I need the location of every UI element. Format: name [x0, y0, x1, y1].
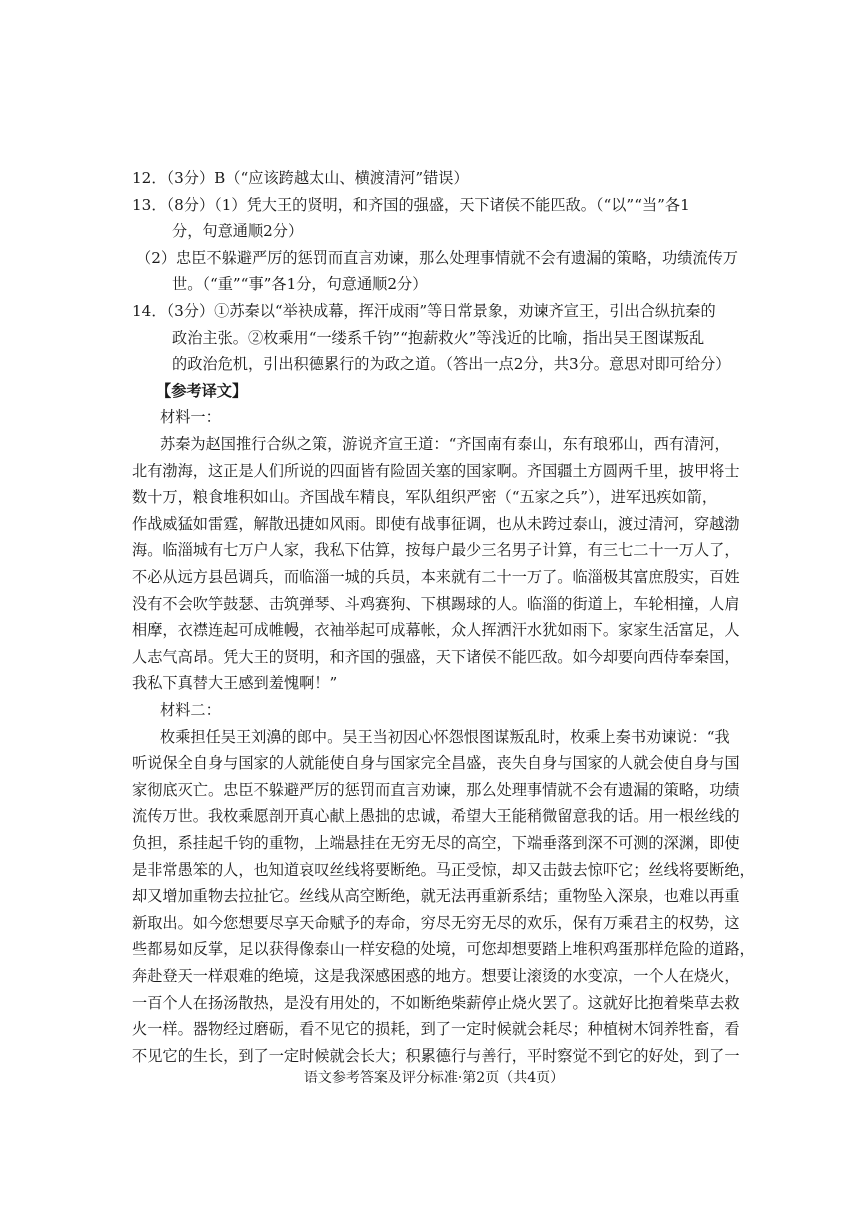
- text-line: 作战威猛如雷霆，解散迅捷如风雨。即使有战事征调，也从未跨过泰山，渡过清河，穿越渤: [132, 514, 740, 533]
- answer-13-line-2: 分，句意通顺2分）: [172, 222, 304, 241]
- answer-13-part2-line-1: （2）忠臣不躲避严厉的惩罚而直言劝谏，那么处理事情就不会有遗漏的策略，功绩流传万: [136, 248, 738, 267]
- text-line: 家彻底灭亡。忠臣不躲避严厉的惩罚而直言劝谏，那么处理事情就不会有遗漏的策略，功绩: [132, 780, 740, 799]
- text-line: 却又增加重物去拉扯它。丝线从高空断绝，就无法再重新系结；重物坠入深泉，也难以再重: [132, 887, 740, 906]
- answer-13-part2-line-2: 世。（“重”“事”各1分，句意通顺2分）: [172, 275, 428, 294]
- answer-14-line-1: 14．（3分）①苏秦以“举袂成幕，挥汗成雨”等日常景象，劝谏齐宣王，引出合纵抗秦的: [132, 302, 716, 320]
- text-line: 一百个人在扬汤散热，是没有用处的，不如断绝柴薪停止烧火罢了。这就好比抱着柴草去救: [132, 993, 740, 1012]
- text-line: 火一样。器物经过磨砺，看不见它的损耗，到了一定时候就会耗尽；种植树木饲养牲畜，看: [132, 1020, 740, 1039]
- text-line: 人志气高昂。凭大王的贤明，和齐国的强盛，天下诸侯不能匹敌。如今却要向西侍奉秦国，: [132, 647, 740, 666]
- answer-13-line-1: 13．（8分）（1）凭大王的贤明，和齐国的强盛，天下诸侯不能匹敌。（“以”“当”各1: [132, 195, 690, 214]
- text-line: 流传万世。我枚乘愿剖开真心献上愚拙的忠诚，希望大王能稍微留意我的话。用一根丝线的: [132, 807, 740, 826]
- text-line: 听说保全自身与国家的人就能使自身与国家完全昌盛，丧失自身与国家的人就会使自身与国: [132, 754, 740, 773]
- answer-14-line-3: 的政治危机，引出积德累行的为政之道。（答出一点2分，共3分。意思对即可给分）: [172, 355, 731, 374]
- text-line: 数十万，粮食堆积如山。齐国战车精良，军队组织严密（“五家之兵”），进军迅疾如箭，: [132, 488, 718, 507]
- answer-14-line-2: 政治主张。②枚乘用“一缕系千钧”“抱薪救火”等浅近的比喻，指出吴王图谋叛乱: [172, 328, 705, 347]
- text-line: 枚乘担任吴王刘濞的郎中。吴王当初因心怀怨恨图谋叛乱时，枚乘上奏书劝谏说：“我: [160, 727, 730, 746]
- text-line: 海。临淄城有七万户人家，我私下估算，按每户最少三名男子计算，有三七二十一万人了，: [132, 541, 740, 560]
- text-line: 相摩，衣襟连起可成帷幔，衣袖举起可成幕帐，众人挥洒汗水犹如雨下。家家生活富足，人: [132, 621, 740, 640]
- text-line: 没有不会吹竽鼓瑟、击筑弹琴、斗鸡赛狗、下棋踢球的人。临淄的街道上，车轮相撞，人肩: [132, 594, 740, 613]
- material-one-heading: 材料一：: [160, 408, 221, 427]
- text-line: 北有渤海，这正是人们所说的四面皆有险固关塞的国家啊。齐国疆土方圆两千里，披甲将士: [132, 461, 740, 480]
- text-line: 新取出。如今您想要尽享天命赋予的寿命，穷尽无穷无尽的欢乐，保有万乘君主的权势，这: [132, 913, 740, 932]
- reference-translation-heading: 【参考译文】: [156, 381, 248, 400]
- answer-12: 12．（3分）B（“应该跨越太山、横渡清河”错误）: [132, 169, 469, 187]
- material-two-heading: 材料二：: [160, 701, 221, 719]
- text-line-last: 不见它的生长，到了一定时候就会长大；积累德行与善行，平时察觉不到它的好处，到了一: [132, 1046, 740, 1065]
- text-line: 负担，系挂起千钧的重物，上端悬挂在无穷无尽的高空，下端垂落到深不可测的深渊，即使: [132, 834, 740, 852]
- text-line: 不必从远方县邑调兵，而临淄一城的兵员，本来就有二十一万了。临淄极其富庶殷实，百姓: [132, 568, 740, 586]
- text-line: 我私下真替大王感到羞愧啊！”: [132, 674, 338, 693]
- text-line: 是非常愚笨的人，也知道哀叹丝线将要断绝。马正受惊，却又击鼓去惊吓它；丝线将要断绝，: [132, 860, 755, 879]
- text-line: 奔赴登天一样艰难的绝境，这是我深感困惑的地方。想要让滚烫的水变凉，一个人在烧火，: [132, 967, 740, 985]
- text-line: 苏秦为赵国推行合纵之策，游说齐宣王道：“齐国南有泰山，东有琅邪山，西有清河，: [160, 435, 730, 453]
- text-line: 些都易如反掌，足以获得像泰山一样安稳的处境，可您却想要踏上堆积鸡蛋那样危险的道路，: [132, 940, 755, 959]
- page-footer: 语文参考答案及评分标准·第2页（共4页）: [303, 1070, 565, 1086]
